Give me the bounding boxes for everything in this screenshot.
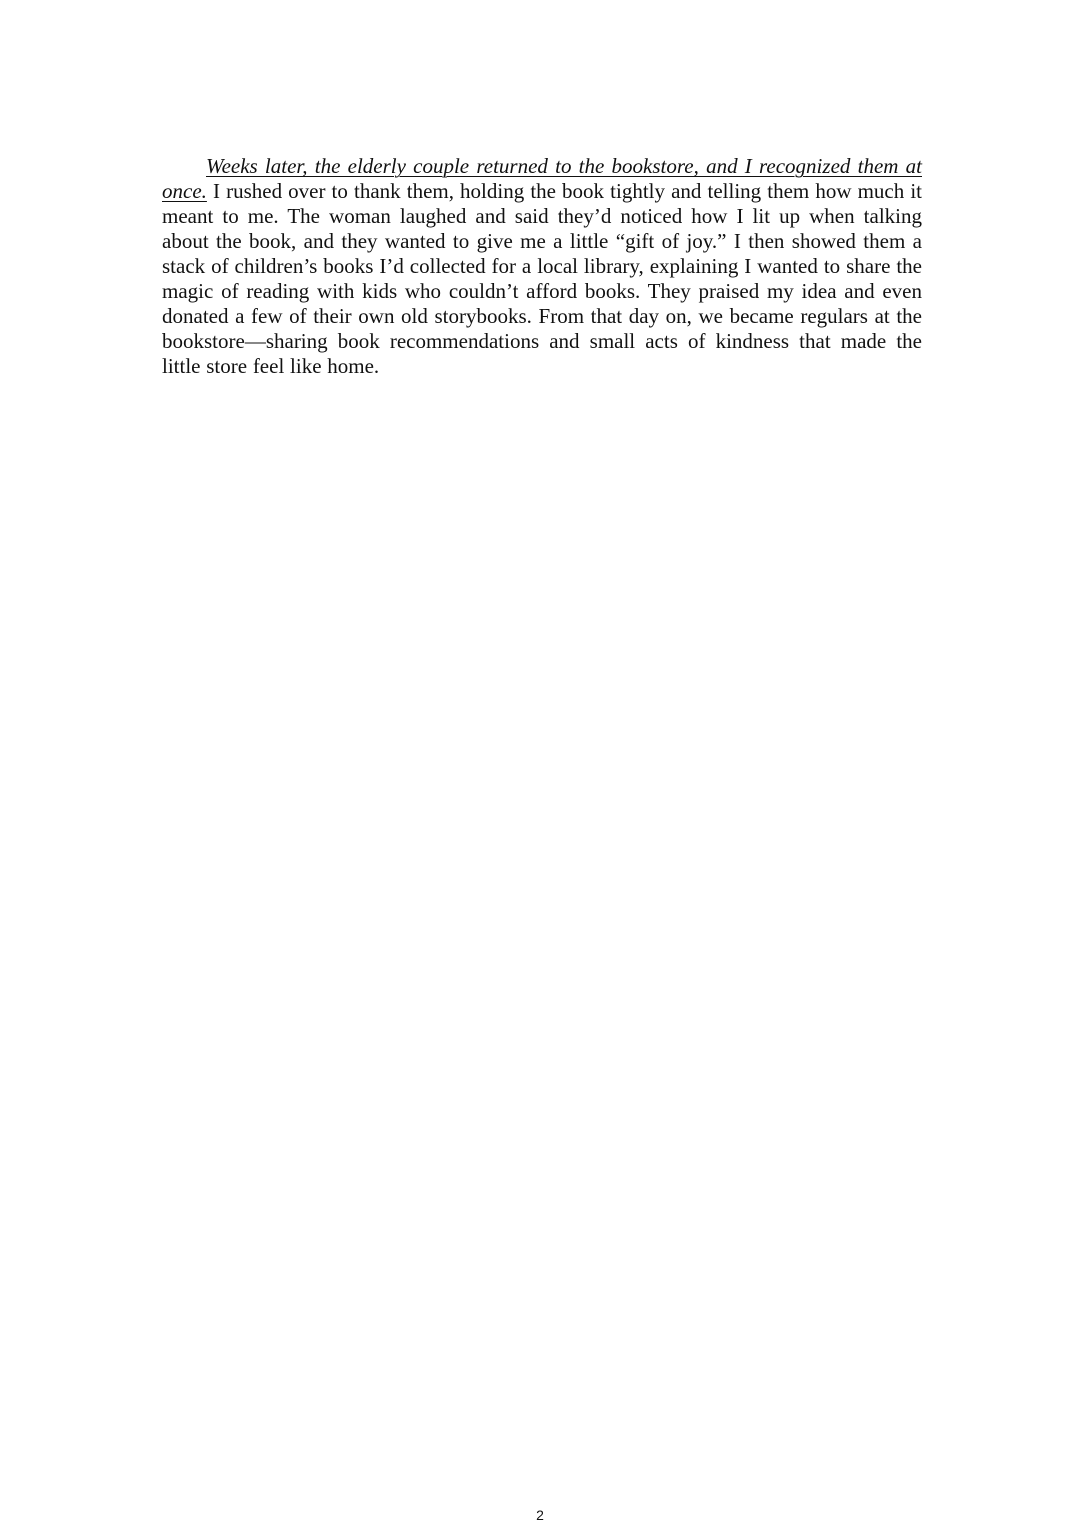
- page-number: 2: [536, 1507, 544, 1523]
- paragraph-body-text: I rushed over to thank them, holding the book tightly and telling them how much it meant to me. The woman laughed and said they’d noticed how I lit up when talking about the book, and they wanted to give me a little “gift of joy.” I then showed them a stack of children’s books I’d collected for a local library, explaining I wanted to share the magic of reading with kids who couldn’t afford books. They praised my idea and even donated a few of their own old storybooks. From that day on, we became regulars at the bookstore—sharing book recommendations and small acts of kindness that made the little store feel like home.: [162, 179, 922, 378]
- body-paragraph: [162, 154, 922, 379]
- underlined-opening-sentence: Weeks later, the elderly couple returned to the bookstore, and I recognized them at once.: [162, 154, 922, 203]
